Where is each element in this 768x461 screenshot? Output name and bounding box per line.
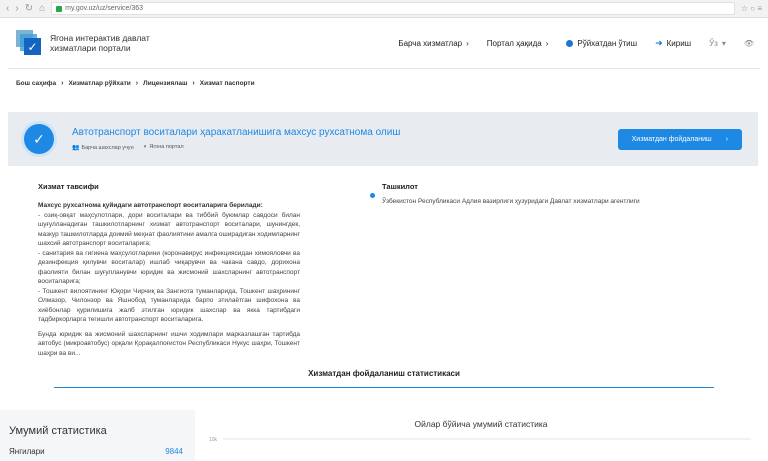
breadcrumb-current: Хизмат паспорти: [199, 79, 255, 87]
description-lead: Махсус рухсатнома қуйидаги автотранспорт воситаларига берилади:: [38, 202, 263, 209]
chevron-right-icon: ›: [545, 38, 549, 48]
description-heading: Хизмат тавсифи: [38, 182, 99, 191]
audience-label: 👥 Барча шахслар учун: [72, 145, 134, 151]
browser-menu-icons[interactable]: ☆ ○ ≡: [740, 4, 762, 13]
address-bar[interactable]: [51, 2, 735, 15]
lock-icon: [56, 6, 62, 12]
url-text: my.gov.uz/uz/service/363: [65, 5, 144, 12]
stats-row-value: 9844: [165, 447, 183, 456]
chevron-down-icon: ▾: [721, 38, 726, 48]
chevron-right-icon: ›: [135, 79, 139, 87]
menu-all-services[interactable]: Барча хизматлар ›: [398, 38, 469, 48]
chart-canvas: [201, 430, 761, 461]
main-menu: [398, 38, 754, 49]
description-paragraph: - санитария ва гигиена маҳсулотларини (коронавирус инфекциясидан химояловчи ва дезинфекция қилувчи воситалар) ишлаб чиқарувчи ва чакана савдо, дорихона фаолияти билан шуғулланувчи юридик ва жисмоний шахсларнинг автотранспорт воситаларига;: [38, 249, 300, 285]
chevron-right-icon: ›: [61, 79, 64, 87]
menu-about-portal[interactable]: Портал ҳақида ›: [486, 38, 549, 48]
browser-toolbar: [0, 0, 768, 18]
breadcrumb-home[interactable]: Бош саҳифа: [16, 79, 57, 87]
eye-icon[interactable]: 👁: [743, 38, 754, 48]
use-service-button[interactable]: Хизматдан фойдаланиш ›: [618, 129, 742, 150]
back-icon[interactable]: ‹: [6, 3, 10, 14]
logo-line-1: Ягона интерактив давлат: [50, 33, 150, 43]
organization-name: Ўзбекистон Республикаси Адлия вазирлиги ҳузуридаги Давлат хизматлари агентлиги: [382, 198, 640, 205]
home-icon[interactable]: ⌂: [39, 3, 46, 14]
organization-heading: Ташкилот: [382, 182, 418, 191]
monthly-chart: [201, 410, 768, 461]
general-stats-title: Умумий статистика: [9, 425, 107, 437]
description-paragraph: - Тошкент вилоятининг Юқори Чирчиқ ва Зангиота туманларида, Тошкент шаҳрининг Олмазор, Чилонзор ва Яшнобод туманларида барпо этилаётган шифохона ва хиёбонлар қурилишига жалб этилган юридик шахслар ва якка тартибдаги тадбиркорларга тегишли автотранспорт воситаларига.: [38, 287, 300, 323]
breadcrumb-licensing[interactable]: Лицензиялаш: [143, 79, 188, 87]
logo-icon: ✓: [16, 30, 42, 56]
description-paragraph: Бунда юридик ва жисмоний шахсларнинг ишчи ходимлари марказлашган тартибда автобус (микроавтобус) орқали Қорақалпоғистон Республикаси Нукус шаҳри, Тошкент шаҳри ва ви...: [38, 330, 300, 357]
organization-block: [382, 182, 722, 206]
chart-tick-label: 10k: [209, 437, 218, 443]
chart-title: Ойлар бўйича умумий статистика: [414, 419, 548, 429]
portal-label: ◐ Ягона портал: [143, 144, 184, 150]
site-header: [0, 18, 768, 68]
stats-row: [9, 447, 183, 456]
stats-divider: [54, 387, 714, 388]
breadcrumb: [0, 69, 768, 97]
stats-section-title: Хизматдан фойдаланиш статистикаси: [308, 369, 460, 378]
breadcrumb-services[interactable]: Хизматлар рўйхати: [68, 79, 131, 87]
menu-login[interactable]: ➜ Кириш: [655, 37, 692, 48]
general-stats-panel: [0, 410, 195, 461]
gear-icon: [566, 40, 573, 47]
verified-badge-icon: ✓: [24, 124, 54, 154]
service-description: [38, 182, 300, 358]
reload-icon[interactable]: ↻: [24, 3, 34, 14]
login-icon: ➜: [655, 37, 663, 48]
site-logo[interactable]: [16, 30, 150, 56]
users-icon: 👥: [72, 145, 80, 151]
bullet-icon: [370, 193, 375, 198]
globe-icon: ◐: [143, 144, 148, 150]
language-select[interactable]: Ўз ▾: [709, 38, 726, 48]
service-title: Автотранспорт воситалари ҳаракатланишига махсус рухсатнома олиш: [72, 127, 401, 138]
chevron-right-icon: ›: [192, 79, 195, 87]
service-banner: [8, 112, 758, 166]
logo-line-2: хизматлари портали: [50, 43, 131, 53]
chevron-right-icon: ›: [466, 38, 469, 48]
stats-row-label: Янгилари: [9, 447, 45, 456]
chevron-right-icon: ›: [725, 135, 728, 143]
description-paragraph: - озиқ-овқат маҳсулотлари, дори воситалари ва тиббий буюмлар савдоси билан шуғулланадиган ташкилотларнинг хизмат автотранспорт воситалари, шунингдек, мазкур ташкилотларда доимий меҳнат фаолиятини амалга оширадиган ходимларнинг шахсий автотранспорт воситаларига;: [38, 211, 300, 247]
menu-register[interactable]: Рўйхатдан ўтиш: [566, 39, 637, 48]
forward-icon[interactable]: ›: [15, 3, 19, 14]
